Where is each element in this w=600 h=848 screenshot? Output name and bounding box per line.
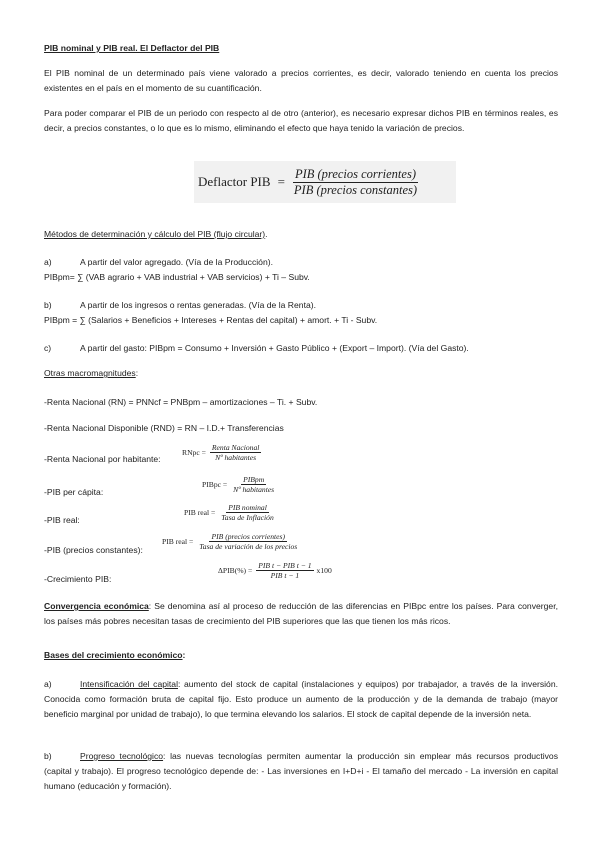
- macros-heading: Otras macromagnitudes:: [44, 368, 139, 378]
- method-a-marker: a): [44, 257, 52, 267]
- pib-constantes-lhs: PIB real =: [162, 537, 194, 546]
- bases-b-marker: b): [44, 751, 52, 761]
- bases-a-marker: a): [44, 679, 52, 689]
- pib-percapita-lhs: PIBpc =: [202, 480, 228, 489]
- pib-percapita-numerator: PIBpm: [243, 475, 265, 484]
- rn-habitante-denominator: Nº habitantes: [215, 453, 257, 462]
- deflactor-numerator: PIB (precios corrientes): [294, 166, 416, 181]
- crecimiento-pib-tail: x100: [316, 566, 332, 575]
- rn-habitante-fraction: [210, 443, 261, 462]
- bases-a-term: Intensificación del capital: [80, 679, 178, 689]
- pib-percapita-label: -PIB per cápita:: [44, 487, 104, 497]
- convergencia-term: Convergencia económica: [44, 601, 149, 611]
- rn-habitante-formula: [182, 443, 261, 462]
- pib-real-denominator: Tasa de Inflación: [221, 513, 274, 522]
- method-b-text: A partir de los ingresos o rentas generadas. (Vía de la Renta).: [80, 300, 316, 310]
- crecimiento-pib-denominator: PIB t − 1: [270, 571, 300, 580]
- bases-b-term: Progreso tecnológico: [80, 751, 164, 761]
- bases-b-paragraph: [44, 749, 558, 795]
- pib-percapita-formula: [202, 475, 276, 494]
- deflactor-fraction: [292, 167, 419, 198]
- renta-nacional-disponible: -Renta Nacional Disponible (RND) = RN – I.D.+ Transferencias: [44, 423, 284, 433]
- pib-percapita-denominator: Nº habitantes: [233, 485, 275, 494]
- method-a-formula: PIBpm= ∑ (VAB agrario + VAB industrial + VAB servicios) + Ti – Subv.: [44, 272, 310, 282]
- crecimiento-pib-label: -Crecimiento PIB:: [44, 574, 112, 584]
- pib-real-formula: [184, 503, 276, 522]
- rn-habitante-numerator: Renta Nacional: [211, 443, 260, 452]
- method-b-marker: b): [44, 300, 52, 310]
- bases-a-paragraph: [44, 677, 558, 723]
- convergencia-text: : Se denomina así al proceso de reducción de las diferencias en PIBpc entre los países. Para converger, los países más pobres necesitan tasas de crecimiento del PIB superiores que las que tienen los más ricos.: [44, 601, 558, 627]
- intro-paragraph-2: Para poder comparar el PIB de un periodo con respecto al de otro (anterior), es necesario expresar dichos PIB en términos reales, es decir, a precios constantes, o lo que es lo mismo, eliminando el efecto que haya tenido la variación de precios.: [44, 108, 558, 134]
- method-b-formula: PIBpm = ∑ (Salarios + Beneficios + Intereses + Rentas del capital) + amort. + Ti - Subv.: [44, 315, 378, 325]
- pib-real-numerator: PIB nominal: [228, 503, 267, 512]
- crecimiento-pib-fraction: [256, 561, 313, 580]
- deflactor-equals: =: [277, 174, 285, 189]
- intro-paragraph-1: El PIB nominal de un determinado país viene valorado a precios corrientes, es decir, valorado teniendo en cuenta los precios existentes en el país en el momento de su cuantificación.: [44, 68, 558, 94]
- rn-habitante-label: -Renta Nacional por habitante:: [44, 454, 161, 464]
- pib-constantes-fraction: [197, 532, 299, 551]
- crecimiento-pib-lhs: ΔPIB(%) =: [218, 566, 253, 575]
- deflactor-lhs: Deflactor PIB: [198, 174, 271, 189]
- pib-constantes-formula: [162, 532, 299, 551]
- pib-real-lhs: PIB real =: [184, 508, 216, 517]
- method-c-text: A partir del gasto: PIBpm = Consumo + Inversión + Gasto Público + (Export – Import). (Vía del Gasto).: [80, 343, 469, 353]
- deflactor-formula: [194, 161, 456, 203]
- rn-habitante-lhs: RNpc =: [182, 448, 206, 457]
- crecimiento-pib-numerator: PIB t − PIB t − 1: [258, 561, 312, 570]
- method-a-text: A partir del valor agregado. (Vía de la Producción).: [80, 257, 273, 267]
- crecimiento-pib-formula: [218, 561, 332, 580]
- bases-b-text: : las nuevas tecnologías permiten aumentar la producción sin emplear más recursos productivos (capital y trabajo). El progreso tecnológico depende de: - Las inversiones en I+D+i - El tamaño del mercado - La inversión en capital humano (educación y formación).: [44, 751, 558, 792]
- pib-real-fraction: [219, 503, 275, 522]
- pib-constantes-denominator: Tasa de variación de los precios: [199, 542, 298, 551]
- method-c-marker: c): [44, 343, 52, 353]
- renta-nacional: -Renta Nacional (RN) = PNNcf = PNBpm – amortizaciones – Ti. + Subv.: [44, 397, 318, 407]
- pib-constantes-numerator: PIB (precios corrientes): [211, 532, 286, 541]
- deflactor-denominator: PIB (precios constantes): [293, 182, 418, 197]
- methods-heading: Métodos de determinación y cálculo del PIB (flujo circular).: [44, 229, 268, 239]
- pib-percapita-fraction: [231, 475, 276, 494]
- bases-a-text: : aumento del stock de capital (instalaciones y equipos) por trabajador, a través de la inversión. Conocida como formación bruta de capital fijo. Esto produce un aumento de la producción y de la demanda de trabajo (mayor beneficio marginal por unidad de trabajo), lo que termina elevando los salarios. El stock de capital depende de la inversión neta.: [44, 679, 558, 720]
- page-title: PIB nominal y PIB real. El Deflactor del PIB: [44, 43, 220, 53]
- pib-constantes-label: -PIB (precios constantes):: [44, 545, 143, 555]
- convergencia-paragraph: [44, 599, 558, 629]
- bases-heading: Bases del crecimiento económico:: [44, 650, 186, 660]
- pib-real-label: -PIB real:: [44, 515, 80, 525]
